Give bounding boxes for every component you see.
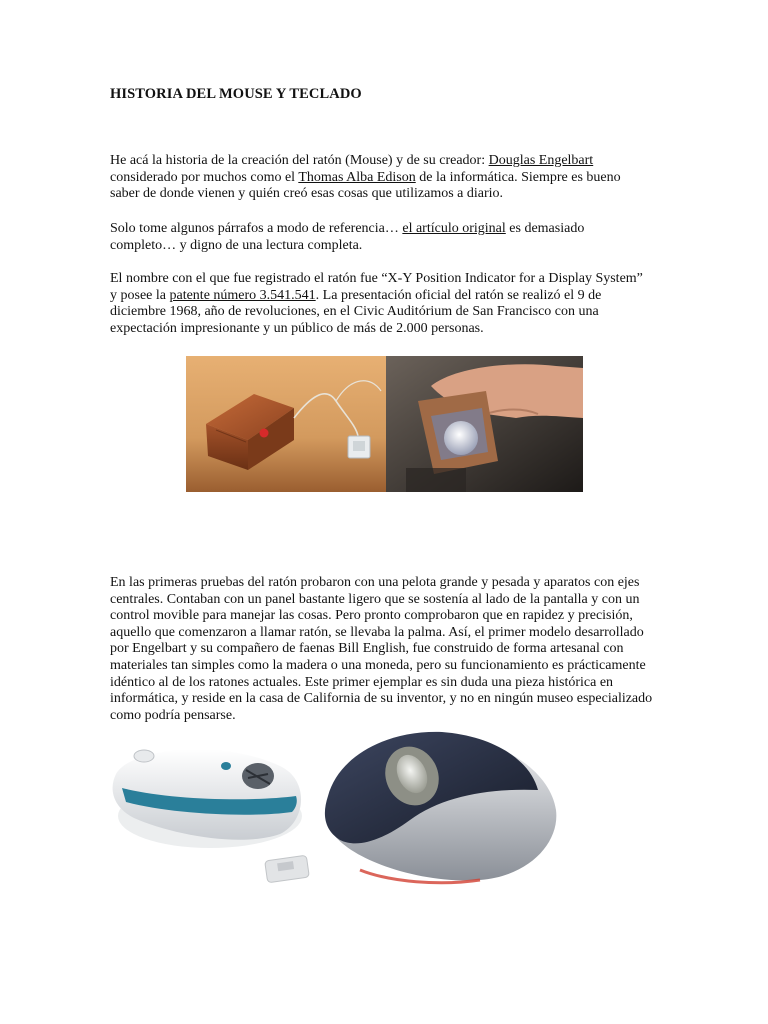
red-button [260, 429, 269, 438]
intro-text-c: de la informática. Siempre es bueno saber de donde vienen y quién creó esas cosas que utilizamos a diario. [110, 169, 621, 202]
paragraph-intro [110, 153, 650, 203]
first-mouse-photo [186, 356, 583, 492]
paragraph-reference [110, 221, 650, 254]
patent-text-b: . La presentación oficial del ratón se realizó el 9 de diciembre 1968, año de revoluciones, en el Civic Auditórium de San Francisco con una expectación impresionante y un público de más de 2.000 personas. [110, 287, 602, 336]
intro-text-b: considerado por muchos como el [110, 169, 299, 185]
mouse-wheel [444, 421, 478, 455]
modern-mice-illustration [110, 730, 566, 888]
paragraph-patent [110, 271, 650, 337]
patent-text-a: El nombre con el que fue registrado el ratón fue “X-Y Position Indicator for a Display System” y posee la [110, 271, 643, 303]
link-thomas-edison[interactable]: Thomas Alba Edison [298, 169, 416, 185]
intro-text-a: He acá la historia de la creación del ratón (Mouse) y de su creador: [110, 153, 489, 168]
page-title: HISTORIA DEL MOUSE Y TECLADO [110, 86, 362, 102]
first-mouse-illustration [186, 356, 583, 492]
reference-text-a: Solo tome algunos párrafos a modo de referencia… [110, 221, 403, 236]
link-original-article[interactable]: el artículo original [402, 221, 506, 236]
link-patent-number[interactable]: patente número 3.541.541 [169, 287, 316, 303]
modern-mice-photo [110, 730, 566, 888]
paragraph-history: En las primeras pruebas del ratón probaron con una pelota grande y pesada y aparatos con ejes centrales. Contaban con un panel bastante ligero que se sostenía al lado de la pantalla y con un control movible para manejar las cosas. Pero pronto comprobaron que en rapidez y precisión, aquello que comenzaron a llamar ratón, se llevaba la palma. Así, el primer modelo desarrollado por Engelbart y su compañero de faenas Bill English, fue construido de forma artesanal con materiales tan simples como la madera o una moneda, pero su funcionamiento es prácticamente idéntico al de los ratones actuales. Este primer ejemplar es sin duda una pieza histórica en informática, y reside en la casa de California de su inventor, y no en ningún museo especializado como podría pensarse. [110, 575, 653, 723]
reference-text-b: es demasiado completo… y digno de una lectura completa. [110, 221, 585, 253]
link-douglas-engelbart[interactable]: Douglas Engelbart [488, 153, 594, 168]
